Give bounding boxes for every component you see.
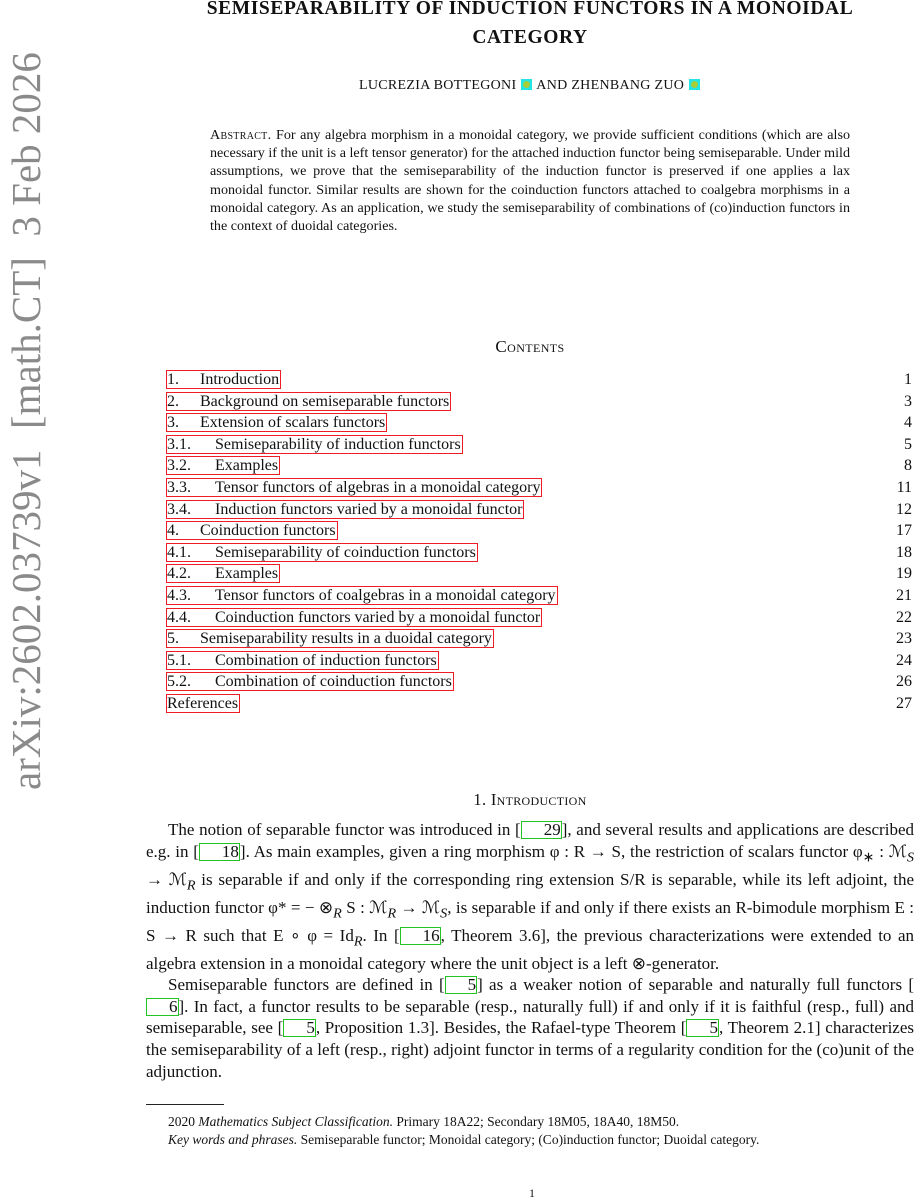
toc-row: [166, 694, 914, 716]
subscript: R: [333, 904, 342, 921]
text: , Proposition 1.3]. Besides, the Rafael-type Theorem [: [315, 1018, 687, 1038]
toc-label: Extension of scalars functors: [200, 414, 386, 432]
toc-number: 3.1.: [167, 435, 191, 453]
toc-row: [166, 500, 914, 522]
toc-row: [166, 456, 914, 478]
author-2-name: ZHENBANG ZUO: [571, 78, 685, 93]
section-heading-introduction: [160, 790, 900, 810]
text: ] as a weaker notion of separable and naturally full functors [: [477, 975, 914, 995]
toc-link[interactable]: [166, 543, 478, 562]
toc-number: 3.: [167, 414, 179, 432]
toc-label: Coinduction functors: [200, 522, 336, 540]
toc-row: [166, 608, 914, 630]
text: : ℳ: [874, 841, 907, 861]
toc-label: Semiseparability results in a duoidal category: [200, 630, 492, 648]
toc-number: 4.: [167, 522, 179, 540]
subscript: S: [440, 904, 448, 921]
toc-label: References: [167, 694, 239, 712]
msc-footnote: [168, 1113, 908, 1131]
text: ]. In fact, a functor results to be separable (resp., naturally full) if and only if it is faithful (resp., full) and semiseparable, see [: [146, 996, 914, 1038]
toc-link[interactable]: [166, 435, 463, 454]
toc-number: 5.1.: [167, 651, 191, 669]
text: ]. As main examples, given a ring morphism φ : R → S, the restriction of scalars functor φ: [239, 841, 863, 861]
citation-link[interactable]: 29: [521, 821, 562, 839]
toc-link[interactable]: [166, 370, 281, 389]
text: The notion of separable functor was introduced in [: [168, 820, 521, 839]
toc-label: Semiseparability of induction functors: [215, 435, 461, 453]
toc-page-number: 24: [896, 651, 912, 669]
toc-link[interactable]: [166, 629, 494, 648]
abstract-text: For any algebra morphism in a monoidal category, we provide sufficient conditions (which are also necessary if the unit is a left tensor generator) for the attached induction functor being semiseparable. Under mild assumptions, we prove that the semiseparability of the induction functor is preserved if one applies a lax monoidal functor. Similar results are shown for the coinduction functors attached to coalgebra morphisms in a monoidal category. As an application, we study the semiseparability of combinations of (co)induction functors in the context of duoidal categories.: [210, 127, 851, 235]
toc-page-number: 1: [904, 371, 912, 388]
subscript: R: [353, 932, 363, 949]
toc-link[interactable]: [166, 500, 524, 519]
toc-page-number: 8: [904, 457, 912, 475]
contents-heading: Contents: [495, 337, 565, 356]
section-heading-text: 1. Introduction: [473, 790, 587, 809]
toc-link[interactable]: [166, 608, 542, 627]
abstract-label: Abstract.: [210, 127, 272, 143]
text: , Theorem 2.1] characterizes the semiseparability of a left (resp., right) adjoint functor in terms of a regularity condition for the (co)unit of the adjunction.: [146, 1018, 914, 1081]
toc-page-number: 18: [896, 543, 912, 561]
toc-number: 4.2.: [167, 565, 191, 583]
keywords-footnote: [168, 1131, 908, 1149]
citation-link[interactable]: 5: [686, 1019, 719, 1037]
subscript: R: [387, 904, 397, 921]
subscript: R: [186, 876, 196, 893]
toc-label: Introduction: [200, 371, 280, 388]
toc-link[interactable]: [166, 413, 387, 432]
toc-page-number: 12: [896, 500, 912, 518]
toc-row: [166, 521, 914, 543]
toc-page-number: 4: [904, 414, 912, 432]
toc-number: 1.: [167, 371, 179, 388]
toc-page-number: 27: [896, 694, 912, 712]
text: ], and several results and applications are described e.g. in [: [146, 820, 914, 861]
toc-link[interactable]: [166, 564, 280, 583]
toc-label: Coinduction functors varied by a monoidal functor: [215, 608, 541, 626]
subscript: S: [906, 848, 914, 865]
text: → ℳ: [146, 869, 187, 889]
toc-link[interactable]: [166, 478, 542, 497]
text: , is separable if and only if there exists an R-bimodule morphism E : S → R such that E ∘ φ = Id: [146, 897, 914, 945]
citation-link[interactable]: 5: [283, 1019, 316, 1037]
text: . In [: [362, 925, 400, 945]
introduction-body: [146, 819, 914, 1082]
citation-link[interactable]: 5: [445, 976, 478, 994]
orcid-icon[interactable]: [521, 79, 532, 90]
toc-link[interactable]: [166, 392, 451, 411]
paper-title: [160, 0, 900, 52]
toc-row: [166, 413, 914, 435]
paragraph: [146, 819, 914, 974]
toc-number: 5.2.: [167, 673, 191, 691]
toc-row: [166, 651, 914, 673]
author-line: [160, 78, 900, 94]
toc-label: Combination of induction functors: [215, 651, 437, 669]
toc-label: Induction functors varied by a monoidal functor: [215, 500, 523, 518]
subscript: ∗: [862, 848, 875, 865]
title-line-1: SEMISEPARABILITY OF INDUCTION FUNCTORS IN A MONOIDAL: [206, 0, 854, 19]
toc-number: 2.: [167, 392, 179, 410]
toc-link[interactable]: [166, 586, 558, 605]
toc-page-number: 3: [904, 392, 912, 410]
toc-row: [166, 586, 914, 608]
toc-label: Examples: [215, 565, 279, 583]
toc-page-number: 19: [896, 565, 912, 583]
citation-link[interactable]: 16: [400, 927, 441, 945]
toc-label: Tensor functors of coalgebras in a monoidal category: [215, 586, 556, 604]
toc-link[interactable]: [166, 694, 240, 713]
author-conjunction: AND: [536, 78, 568, 93]
toc-label: Tensor functors of algebras in a monoidal category: [215, 478, 541, 496]
citation-link[interactable]: 18: [199, 843, 240, 861]
text: is separable if and only if the corresponding ring extension S/R is separable, while its left adjoint, the induction functor φ* = − ⊗: [146, 869, 914, 917]
toc-row: [166, 435, 914, 457]
toc-link[interactable]: [166, 672, 454, 691]
toc-row: [166, 478, 914, 500]
toc-link[interactable]: [166, 521, 338, 540]
toc-link[interactable]: [166, 651, 439, 670]
toc-row: [166, 672, 914, 694]
page-number: 1: [529, 1186, 535, 1200]
toc-number: 3.2.: [167, 457, 191, 475]
toc-label: Background on semiseparable functors: [200, 392, 450, 410]
toc-page-number: 21: [896, 586, 912, 604]
keywords-text: Semiseparable functor; Monoidal category; (Co)induction functor; Duoidal category.: [300, 1131, 760, 1147]
toc-link[interactable]: [166, 456, 280, 475]
abstract: [210, 126, 850, 235]
footnote-divider: [146, 1104, 224, 1105]
toc-page-number: 11: [896, 478, 912, 496]
toc-row: [166, 392, 914, 414]
keywords-label: Key words and phrases.: [168, 1131, 298, 1147]
footnotes: [168, 1113, 908, 1148]
table-of-contents: [166, 370, 914, 716]
orcid-icon[interactable]: [689, 79, 700, 90]
toc-page-number: 5: [904, 435, 912, 453]
msc-label: Mathematics Subject Classification.: [198, 1114, 393, 1129]
toc-number: 4.4.: [167, 608, 191, 626]
toc-label: Examples: [215, 457, 279, 475]
text: → ℳ: [396, 897, 441, 917]
toc-page-number: 17: [896, 522, 912, 540]
msc-year: 2020: [168, 1114, 195, 1129]
citation-link[interactable]: 6: [146, 998, 179, 1016]
toc-page-number: 26: [896, 673, 912, 691]
msc-codes: Primary 18A22; Secondary 18M05, 18A40, 18M50.: [396, 1114, 680, 1129]
toc-row: [166, 370, 914, 392]
toc-row: [166, 629, 914, 651]
title-line-2: CATEGORY: [472, 27, 588, 48]
toc-row: [166, 543, 914, 565]
paragraph: [146, 974, 914, 1082]
toc-page-number: 23: [896, 630, 912, 648]
text: S : ℳ: [341, 897, 388, 917]
arxiv-identifier-stamp: arXiv:2602.03739v1 [math.CT] 3 Feb 2026: [3, 52, 49, 790]
text: Semiseparable functors are defined in [: [168, 975, 445, 995]
toc-number: 3.4.: [167, 500, 191, 518]
toc-row: [166, 564, 914, 586]
toc-page-number: 22: [896, 608, 912, 626]
toc-number: 4.1.: [167, 543, 191, 561]
toc-label: Combination of coinduction functors: [215, 673, 452, 691]
toc-number: 5.: [167, 630, 179, 648]
toc-number: 4.3.: [167, 586, 191, 604]
text: , Theorem 3.6], the previous characterizations were extended to an algebra extension in a monoidal category where the unit object is a left ⊗-generator.: [146, 925, 914, 973]
author-1-name: LUCREZIA BOTTEGONI: [358, 78, 517, 93]
toc-number: 3.3.: [167, 478, 191, 496]
toc-label: Semiseparability of coinduction functors: [215, 543, 476, 561]
